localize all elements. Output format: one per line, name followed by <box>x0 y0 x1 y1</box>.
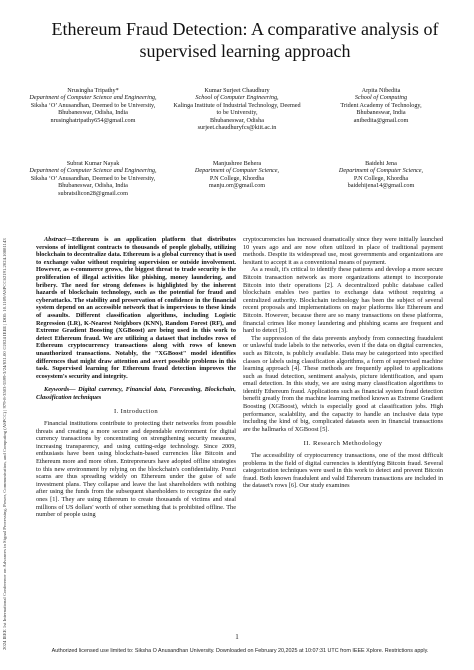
author-inst: Trident Academy of Technology, <box>340 101 422 109</box>
author-name: Kumar Surjeet Chaudhury <box>204 87 270 94</box>
author-name: Baidehi Jena <box>365 160 397 167</box>
abstract <box>36 236 236 380</box>
author-block <box>316 160 446 190</box>
paragraph: Financial institutions contribute to protecting their networks from possible threats and creating a more secure and dependable environment for digital currency transactions by concentrating on strengthening security measures, increasing transparency, and using cutting-edge technology. Since 2009, enthusiasts have been using blockchain-based currencies like Bitcoin and Ethereum more and more often. Entrepreneurs have adopted offline strategies to this new environment by relying on the blockchain's confidentiality. Ponzi scams are thus spreading widely on Ethereum under the guise of safe investment plans. They collapse and leave the last shareholders with nothing after using the funds from the subsequent shareholders to recognize the early ones [1]. They are using Ethereum to create thousands of victims and steal millions of US dollars' worth of other something that is prohibited offline. The number of people using <box>36 420 236 519</box>
author-name: Subrat Kumar Nayak <box>66 160 120 167</box>
author-email: surjeet.chaudhuryfcs@kiit.ac.in <box>197 124 277 132</box>
keywords-label: Keywords— <box>44 386 76 394</box>
paragraph: The accessibility of cryptocurrency transactions, one of the most difficult problems in the field of digital currencies is identifying Bitcoin fraud. Several categorization techniques were used in this work to detect and prevent Bitcoin fraud. Both known fraudulent and valid Ethereum transactions are included in the dataset's rows [6]. Our study examines <box>243 452 443 490</box>
author-inst: P.N College, Khordha <box>353 174 409 182</box>
author-dept: School of Computer Engineering, <box>195 94 279 102</box>
abstract-text: Ethereum is an application platform that distributes versions of intelligent contracts to thousands of people globally, utilizing blockchain to decentralize data. Ethereum is a global currency that is used to exchange value without requiring supervision or outside involvement. However, as e-commerce grows, the biggest threat to trade security is the proliferation of illegal activities like phishing, money laundering, and bribery. The need for strong defenses is highlighted by the inherent hazards of blockchain technology, such as the potential for fraud and cyberattacks. The stability and preservation of confidence in the financial system depend on an accessible network that is impervious to these kinds of assaults. Different classification algorithms, including Logistic Regression (LR), K-Nearest Neighbors (KNN), Random Forest (RF), and Extreme Gradient Boosting (XGBoost) are being used in this work to detect Ethereum fraud. We are utilizing a dataset that includes rows of Ethereum cryptocurrency transactions along with rows of known unauthorized transactions. Notably, the "XGBoost" model identifies differences that might draw attention and avert possible problems in this task. Supervised learning for Ethereum fraud detection improves the ecosystem's security and integrity. <box>36 236 236 380</box>
section-heading-introduction: I. Introduction <box>113 408 159 416</box>
footer-license: Authorized licensed use limited to: Siksha O Anusandhan University. Downloaded on February 20,2025 at 10:07:31 UTC from IEEE Xplore. Restrictions apply. <box>51 648 429 654</box>
section-heading-methodology: II. Research Methodology <box>303 440 383 448</box>
side-banner-text: 2024 IEEE 1st International Conference on Advances in Signal Processing, Power, Communication, and Computing (ASPCC) | 979-8-3503-5599-3/24/$31.00 ©2024 IEEE | DOI: 10.1109/ASPCC62191.2024.10881143 <box>2 238 7 650</box>
author-block <box>316 87 446 124</box>
author-email: subratsilicon28@gmail.com <box>58 189 128 197</box>
author-email: manju.orr@gmail.com <box>208 182 266 190</box>
author-name: Nrusingha Tripathy* <box>67 87 119 94</box>
paragraph: As a result, it's critical to identify these patterns and develop a more secure Bitcoin transaction network as more organizations attempt to incorporate Bitcoin into their operations [2]. A decentralized public database called blockchain enables two parties to exchange data without requiring a centralized authority. Blockchain technology has been the subject of several recent proposals and implementations on major platforms like Ethereum and Bitcoin. However, because there are so many transactions on these platforms, financial crimes like money laundering and phishing scams are frequent and hard to detect [3]. <box>243 266 443 335</box>
paragraph: The suppression of the data prevents anybody from connecting fraudulent or unlawful trade labels to the networks, even if the data on digital currencies, such as Bitcoin, is publicly available. Data may be categorized into specified classes or labels using classification algorithms, a form of supervised machine learning approach [4]. These methods are frequently applied to applications such as fraud detection, sentiment analysis, picture identification, and spam email detection. In this study, we are using many classification algorithms to identify Ethereum fraud. Applications such as financial system fraud detection benefit greatly from the machine learning method known as Extreme Gradient Boosting (XGBoost), which is especially good at classification jobs. High performance, scalability, and the capacity to handle an inclusive data type including the kind of big, complicated datasets seen in financial transactions are the hallmarks of XGBoost [5]. <box>243 334 443 433</box>
author-email: baidehijena14@gmail.com <box>347 182 415 190</box>
author-block <box>172 160 302 190</box>
author-inst: Kalinga Institute of Industrial Technology, Deemed to be University, <box>173 101 301 117</box>
right-column <box>243 236 443 490</box>
author-dept: Department of Computer Science, <box>194 167 280 175</box>
paper-title: Ethereum Fraud Detection: A comparative analysis of supervised learning approach <box>51 19 439 61</box>
author-place: Bhubaneswar, India <box>356 109 406 117</box>
paragraph: cryptocurrencies has increased dramatically since they were initially launched 10 years ago and are now often utilized in place of traditional payment methods. Despite its widespread use, most governments and organizations are hesitant to accept it as a conventional means of payment. <box>243 236 443 266</box>
author-place: Bhubaneswar, Odisha, India <box>58 109 128 117</box>
page-number: 1 <box>235 633 239 641</box>
author-email: nrusinghatripathy654@gmail.com <box>50 116 136 124</box>
author-dept: School of Computing <box>354 94 408 102</box>
author-name: Arpita Nibedita <box>361 87 401 94</box>
side-banner <box>2 20 12 660</box>
author-place: Bhubaneswar, Odisha <box>209 116 265 124</box>
keywords-text: Digital currency, Financial data, Forecasting, Blockchain, Classification techniques <box>36 386 236 401</box>
author-place: Bhubaneswar, Odisha, India <box>58 182 128 190</box>
abstract-label: Abstract— <box>44 236 72 243</box>
author-inst: Siksha ‘O’ Anusandhan, Deemed to be University, <box>30 101 156 109</box>
left-column <box>36 236 236 519</box>
author-dept: Department of Computer Science and Engineering, <box>29 94 157 102</box>
author-block <box>172 87 302 131</box>
author-name: Manjushree Behera <box>212 160 262 167</box>
author-block <box>28 87 158 124</box>
author-email: anibedita@gmail.com <box>353 116 409 124</box>
author-block <box>28 160 158 197</box>
keywords <box>36 386 236 401</box>
author-dept: Department of Computer Science and Engineering, <box>29 167 157 175</box>
author-inst: P.N College, Khordha <box>209 174 265 182</box>
author-inst: Siksha ‘O’ Anusandhan, Deemed to be University, <box>30 174 156 182</box>
author-dept: Department of Computer Science, <box>338 167 424 175</box>
